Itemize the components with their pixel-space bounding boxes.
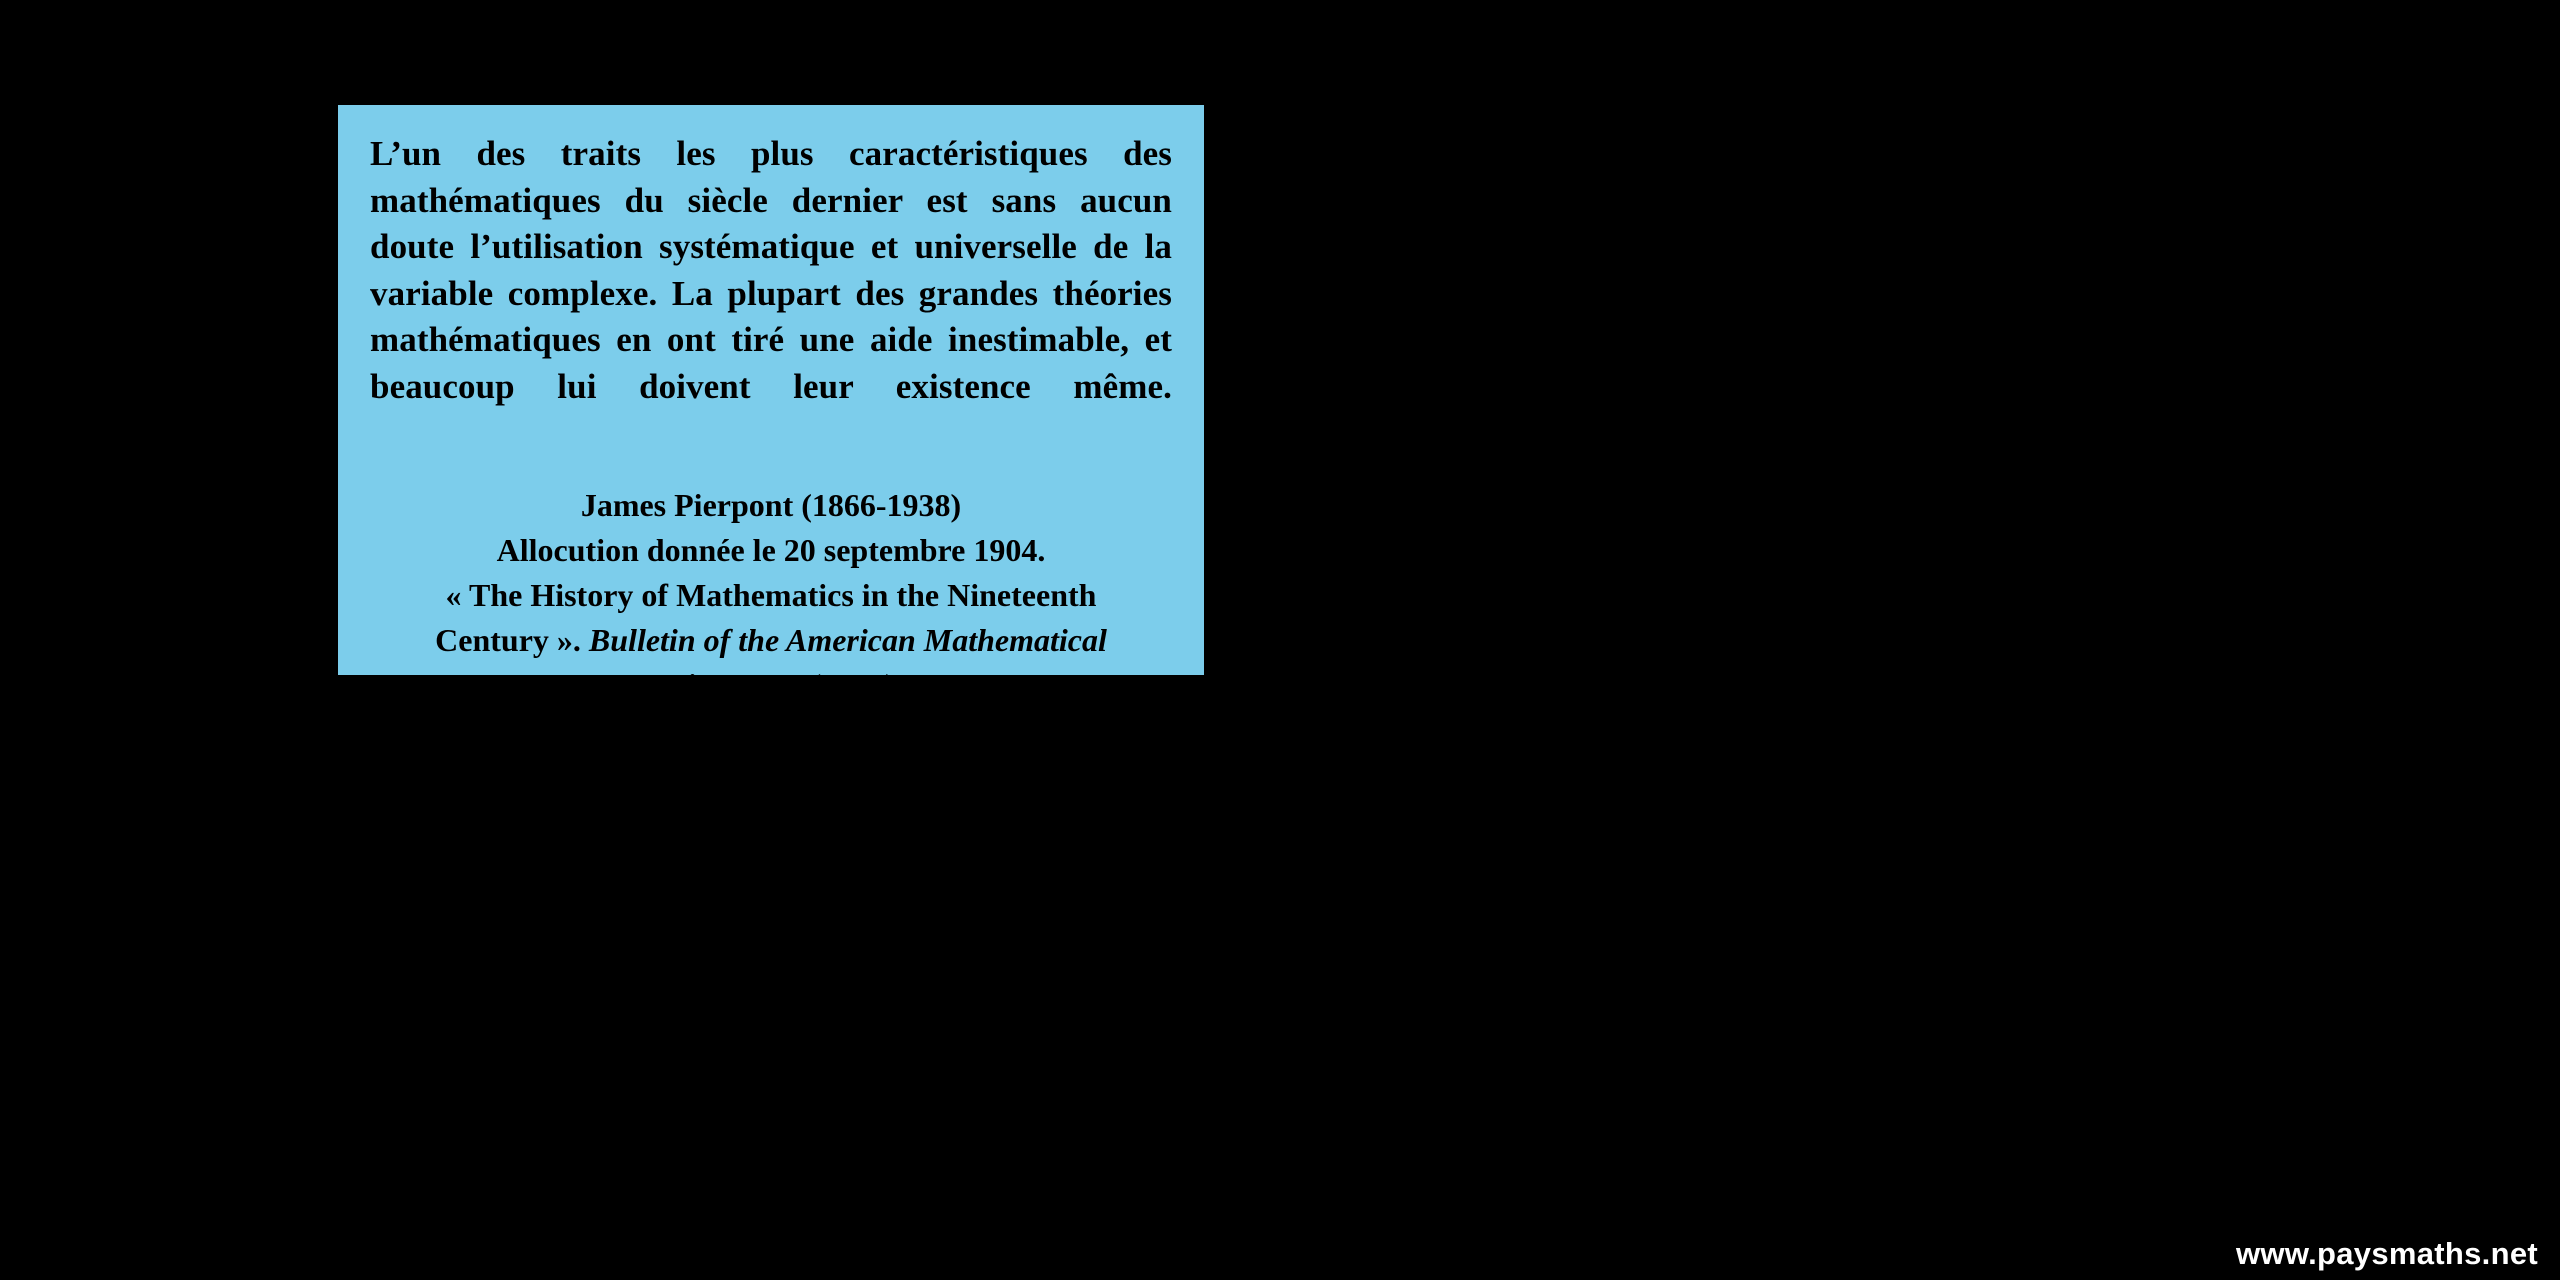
attribution-reference: , 11.3 (1904).: [732, 666, 904, 703]
footer-website: www.paysmaths.net: [2236, 1236, 2538, 1271]
attribution-journal-name: Society: [638, 666, 733, 703]
attribution-author: James Pierpont (1866-1938): [580, 486, 962, 523]
attribution-journal-line2: [370, 663, 1172, 708]
attribution-journal-line1: Bulletin of the American Mathematical: [588, 621, 1107, 658]
attribution-title-end: Century ».: [435, 621, 581, 658]
attribution-title-line1: « The History of Mathematics in the Nineteenth: [445, 576, 1097, 613]
attribution-block: [370, 483, 1172, 708]
attribution-title-line2: [370, 618, 1172, 663]
attribution-occasion: Allocution donnée le 20 septembre 1904.: [496, 531, 1046, 568]
quote-text-block: [370, 131, 1172, 457]
quote-card: [338, 105, 1204, 703]
quote-paragraph: L’un des traits les plus caractéristiques des mathématiques du siècle dernier est sans aucun doute l’utilisation systématique et universelle de la variable complexe. La plupart des grandes théories mathématiques en ont tiré une aide inestimable, et beaucoup lui doivent leur existence même.: [370, 134, 1172, 406]
